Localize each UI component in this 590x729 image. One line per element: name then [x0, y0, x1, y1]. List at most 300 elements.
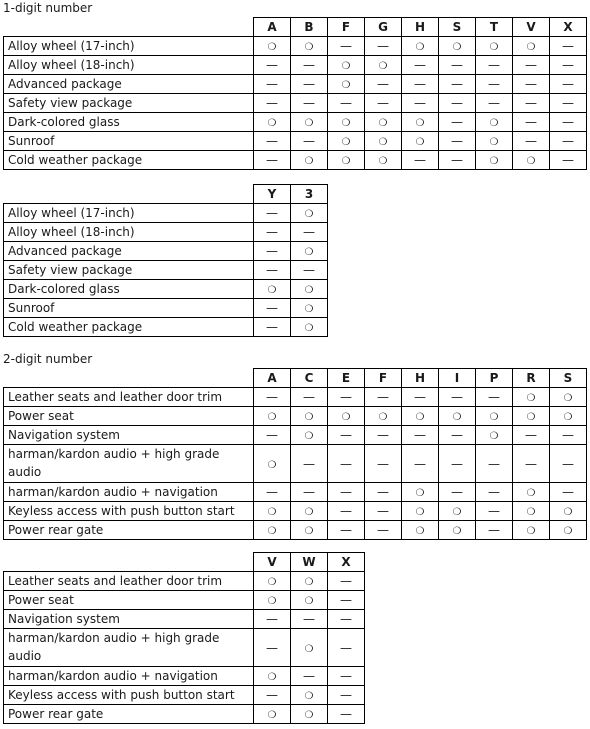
column-header: 3 — [291, 185, 328, 204]
table-row — [4, 445, 587, 483]
availability-cell — [291, 407, 328, 426]
corner-blank — [4, 185, 254, 204]
availability-cell — [439, 426, 476, 445]
availability-cell — [402, 151, 439, 170]
available-circle-icon: ❍ — [304, 526, 314, 537]
available-circle-icon: ❍ — [341, 80, 351, 91]
availability-cell — [439, 56, 476, 75]
available-circle-icon: ❍ — [526, 526, 536, 537]
availability-cell — [254, 280, 291, 299]
row-label: harman/kardon audio + high grade audio — [4, 445, 254, 483]
availability-cell — [476, 37, 513, 56]
availability-cell — [328, 705, 365, 724]
available-circle-icon: ❍ — [341, 412, 351, 423]
availability-cell — [254, 113, 291, 132]
available-circle-icon: ❍ — [526, 42, 536, 53]
availability-cell — [365, 151, 402, 170]
table-row — [4, 610, 365, 629]
corner-blank — [4, 553, 254, 572]
availability-cell — [365, 426, 402, 445]
availability-cell — [439, 445, 476, 483]
header-row — [4, 369, 587, 388]
availability-cell — [476, 426, 513, 445]
availability-cell — [254, 318, 291, 337]
available-circle-icon: ❍ — [563, 393, 573, 404]
not-available-dash-icon: — — [488, 96, 500, 110]
available-circle-icon: ❍ — [341, 61, 351, 72]
availability-cell — [291, 705, 328, 724]
availability-cell — [328, 113, 365, 132]
not-available-dash-icon: — — [414, 153, 426, 167]
availability-cell — [328, 445, 365, 483]
availability-cell — [402, 94, 439, 113]
availability-cell — [402, 502, 439, 521]
availability-cell — [254, 610, 291, 629]
available-circle-icon: ❍ — [489, 118, 499, 129]
table-row — [4, 242, 328, 261]
not-available-dash-icon: — — [525, 58, 537, 72]
availability-cell — [402, 75, 439, 94]
availability-cell — [254, 667, 291, 686]
row-label: Leather seats and leather door trim — [4, 572, 254, 591]
column-header: T — [476, 18, 513, 37]
available-circle-icon: ❍ — [489, 42, 499, 53]
availability-cell — [254, 242, 291, 261]
column-header: A — [254, 369, 291, 388]
row-label: Navigation system — [4, 426, 254, 445]
availability-cell — [513, 56, 550, 75]
available-circle-icon: ❍ — [341, 118, 351, 129]
table-row — [4, 629, 365, 667]
not-available-dash-icon: — — [377, 485, 389, 499]
available-circle-icon: ❍ — [415, 42, 425, 53]
not-available-dash-icon: — — [340, 390, 352, 404]
availability-cell — [365, 483, 402, 502]
availability-cell — [402, 445, 439, 483]
available-circle-icon: ❍ — [378, 137, 388, 148]
not-available-dash-icon: — — [488, 523, 500, 537]
availability-cell — [291, 37, 328, 56]
not-available-dash-icon: — — [488, 456, 500, 471]
availability-cell — [328, 483, 365, 502]
not-available-dash-icon: — — [451, 153, 463, 167]
not-available-dash-icon: — — [340, 96, 352, 110]
availability-cell — [513, 502, 550, 521]
not-available-dash-icon: — — [340, 574, 352, 588]
available-circle-icon: ❍ — [304, 285, 314, 296]
availability-cell — [365, 94, 402, 113]
not-available-dash-icon: — — [414, 77, 426, 91]
row-label: harman/kardon audio + high grade audio — [4, 629, 254, 667]
not-available-dash-icon: — — [266, 244, 278, 258]
not-available-dash-icon: — — [303, 225, 315, 239]
row-label: Sunroof — [4, 299, 254, 318]
available-circle-icon: ❍ — [526, 393, 536, 404]
available-circle-icon: ❍ — [304, 691, 314, 702]
not-available-dash-icon: — — [377, 77, 389, 91]
row-label: Advanced package — [4, 75, 254, 94]
not-available-dash-icon: — — [303, 612, 315, 626]
not-available-dash-icon: — — [414, 58, 426, 72]
column-header: V — [254, 553, 291, 572]
availability-cell — [476, 483, 513, 502]
available-circle-icon: ❍ — [267, 507, 277, 518]
available-circle-icon: ❍ — [489, 412, 499, 423]
column-header: S — [550, 369, 587, 388]
table-2digit-extra — [3, 552, 365, 724]
available-circle-icon: ❍ — [267, 459, 277, 471]
not-available-dash-icon: — — [266, 485, 278, 499]
not-available-dash-icon: — — [266, 301, 278, 315]
availability-cell — [513, 132, 550, 151]
availability-cell — [254, 299, 291, 318]
column-header: X — [328, 553, 365, 572]
availability-cell — [254, 483, 291, 502]
availability-cell — [402, 37, 439, 56]
availability-cell — [513, 521, 550, 540]
not-available-dash-icon: — — [303, 485, 315, 499]
availability-cell — [254, 56, 291, 75]
availability-cell — [365, 37, 402, 56]
availability-cell — [291, 667, 328, 686]
available-circle-icon: ❍ — [304, 247, 314, 258]
row-label: Advanced package — [4, 242, 254, 261]
availability-cell — [254, 261, 291, 280]
availability-cell — [402, 132, 439, 151]
available-circle-icon: ❍ — [267, 42, 277, 53]
available-circle-icon: ❍ — [267, 710, 277, 721]
availability-cell — [365, 407, 402, 426]
not-available-dash-icon: — — [562, 428, 574, 442]
not-available-dash-icon: — — [488, 485, 500, 499]
availability-cell — [328, 521, 365, 540]
not-available-dash-icon: — — [303, 669, 315, 683]
not-available-dash-icon: — — [525, 77, 537, 91]
availability-cell — [550, 37, 587, 56]
not-available-dash-icon: — — [266, 77, 278, 91]
available-circle-icon: ❍ — [526, 412, 536, 423]
availability-cell — [328, 388, 365, 407]
available-circle-icon: ❍ — [378, 61, 388, 72]
availability-cell — [328, 502, 365, 521]
availability-cell — [365, 445, 402, 483]
row-label: Alloy wheel (18-inch) — [4, 56, 254, 75]
row-label: Alloy wheel (17-inch) — [4, 204, 254, 223]
available-circle-icon: ❍ — [304, 118, 314, 129]
not-available-dash-icon: — — [303, 456, 315, 471]
table-1digit-main — [3, 17, 587, 170]
availability-cell — [476, 151, 513, 170]
available-circle-icon: ❍ — [304, 42, 314, 53]
availability-cell — [254, 223, 291, 242]
column-header: X — [550, 18, 587, 37]
table-row — [4, 223, 328, 242]
availability-cell — [402, 483, 439, 502]
not-available-dash-icon: — — [525, 134, 537, 148]
not-available-dash-icon: — — [303, 390, 315, 404]
heading-2-digit: 2-digit number — [3, 352, 93, 366]
available-circle-icon: ❍ — [415, 118, 425, 129]
not-available-dash-icon: — — [451, 58, 463, 72]
available-circle-icon: ❍ — [304, 507, 314, 518]
header-row — [4, 553, 365, 572]
availability-cell — [402, 113, 439, 132]
table-row — [4, 667, 365, 686]
availability-cell — [513, 483, 550, 502]
not-available-dash-icon: — — [377, 523, 389, 537]
availability-cell — [402, 521, 439, 540]
not-available-dash-icon: — — [266, 688, 278, 702]
availability-cell — [254, 132, 291, 151]
not-available-dash-icon: — — [340, 593, 352, 607]
available-circle-icon: ❍ — [304, 643, 314, 655]
table-row — [4, 261, 328, 280]
not-available-dash-icon: — — [451, 115, 463, 129]
available-circle-icon: ❍ — [452, 412, 462, 423]
row-label: Leather seats and leather door trim — [4, 388, 254, 407]
availability-cell — [439, 502, 476, 521]
table-row — [4, 426, 587, 445]
availability-cell — [513, 445, 550, 483]
table-row — [4, 502, 587, 521]
not-available-dash-icon: — — [303, 96, 315, 110]
row-label: Alloy wheel (18-inch) — [4, 223, 254, 242]
table-row — [4, 113, 587, 132]
column-header: Y — [254, 185, 291, 204]
not-available-dash-icon: — — [266, 134, 278, 148]
not-available-dash-icon: — — [488, 390, 500, 404]
availability-cell — [254, 629, 291, 667]
availability-cell — [291, 113, 328, 132]
available-circle-icon: ❍ — [526, 156, 536, 167]
available-circle-icon: ❍ — [452, 526, 462, 537]
table-row — [4, 407, 587, 426]
availability-cell — [254, 572, 291, 591]
not-available-dash-icon: — — [377, 456, 389, 471]
availability-cell — [402, 426, 439, 445]
availability-cell — [476, 56, 513, 75]
available-circle-icon: ❍ — [267, 577, 277, 588]
not-available-dash-icon: — — [377, 39, 389, 53]
not-available-dash-icon: — — [266, 225, 278, 239]
not-available-dash-icon: — — [340, 456, 352, 471]
availability-cell — [291, 483, 328, 502]
not-available-dash-icon: — — [451, 390, 463, 404]
not-available-dash-icon: — — [525, 96, 537, 110]
availability-cell — [291, 521, 328, 540]
availability-cell — [402, 407, 439, 426]
column-header: F — [365, 369, 402, 388]
availability-cell — [513, 426, 550, 445]
not-available-dash-icon: — — [340, 485, 352, 499]
not-available-dash-icon: — — [340, 612, 352, 626]
availability-cell — [476, 388, 513, 407]
column-header: B — [291, 18, 328, 37]
table-row — [4, 705, 365, 724]
not-available-dash-icon: — — [451, 134, 463, 148]
availability-cell — [291, 223, 328, 242]
availability-cell — [254, 705, 291, 724]
available-circle-icon: ❍ — [378, 118, 388, 129]
availability-cell — [254, 591, 291, 610]
availability-cell — [365, 521, 402, 540]
availability-cell — [254, 94, 291, 113]
availability-cell — [291, 445, 328, 483]
availability-cell — [291, 318, 328, 337]
available-circle-icon: ❍ — [304, 577, 314, 588]
availability-cell — [291, 151, 328, 170]
available-circle-icon: ❍ — [304, 431, 314, 442]
availability-cell — [254, 204, 291, 223]
column-header: A — [254, 18, 291, 37]
not-available-dash-icon: — — [266, 612, 278, 626]
row-label: Power seat — [4, 407, 254, 426]
not-available-dash-icon: — — [562, 39, 574, 53]
row-label: Keyless access with push button start — [4, 502, 254, 521]
not-available-dash-icon: — — [340, 523, 352, 537]
availability-cell — [550, 483, 587, 502]
availability-cell — [476, 94, 513, 113]
availability-cell — [550, 407, 587, 426]
available-circle-icon: ❍ — [267, 285, 277, 296]
not-available-dash-icon: — — [303, 77, 315, 91]
availability-cell — [513, 37, 550, 56]
availability-cell — [291, 299, 328, 318]
availability-cell — [254, 521, 291, 540]
available-circle-icon: ❍ — [267, 118, 277, 129]
availability-cell — [476, 75, 513, 94]
not-available-dash-icon: — — [266, 96, 278, 110]
availability-cell — [439, 483, 476, 502]
not-available-dash-icon: — — [562, 115, 574, 129]
availability-cell — [476, 113, 513, 132]
available-circle-icon: ❍ — [415, 526, 425, 537]
availability-cell — [328, 610, 365, 629]
not-available-dash-icon: — — [525, 115, 537, 129]
not-available-dash-icon: — — [340, 688, 352, 702]
availability-cell — [439, 521, 476, 540]
availability-cell — [550, 94, 587, 113]
available-circle-icon: ❍ — [452, 42, 462, 53]
column-header: W — [291, 553, 328, 572]
availability-cell — [291, 75, 328, 94]
row-label: Cold weather package — [4, 151, 254, 170]
not-available-dash-icon: — — [340, 640, 352, 655]
not-available-dash-icon: — — [340, 504, 352, 518]
available-circle-icon: ❍ — [304, 710, 314, 721]
availability-cell — [254, 686, 291, 705]
availability-cell — [513, 388, 550, 407]
column-header: V — [513, 18, 550, 37]
availability-cell — [550, 132, 587, 151]
available-circle-icon: ❍ — [563, 412, 573, 423]
column-header: G — [365, 18, 402, 37]
not-available-dash-icon: — — [377, 96, 389, 110]
not-available-dash-icon: — — [340, 707, 352, 721]
availability-cell — [365, 502, 402, 521]
row-label: Dark-colored glass — [4, 113, 254, 132]
table-row — [4, 280, 328, 299]
not-available-dash-icon: — — [562, 96, 574, 110]
availability-cell — [513, 407, 550, 426]
availability-cell — [476, 132, 513, 151]
availability-cell — [365, 75, 402, 94]
available-circle-icon: ❍ — [378, 156, 388, 167]
not-available-dash-icon: — — [340, 669, 352, 683]
row-label: Safety view package — [4, 261, 254, 280]
not-available-dash-icon: — — [377, 504, 389, 518]
row-label: Power rear gate — [4, 705, 254, 724]
row-label: Safety view package — [4, 94, 254, 113]
availability-cell — [365, 113, 402, 132]
row-label: Power rear gate — [4, 521, 254, 540]
column-header: C — [291, 369, 328, 388]
availability-cell — [476, 407, 513, 426]
table-row — [4, 483, 587, 502]
table-row — [4, 318, 328, 337]
available-circle-icon: ❍ — [304, 209, 314, 220]
availability-cell — [513, 75, 550, 94]
availability-cell — [291, 686, 328, 705]
row-label: Alloy wheel (17-inch) — [4, 37, 254, 56]
not-available-dash-icon: — — [377, 428, 389, 442]
availability-cell — [328, 56, 365, 75]
availability-cell — [254, 407, 291, 426]
not-available-dash-icon: — — [340, 428, 352, 442]
availability-cell — [439, 407, 476, 426]
not-available-dash-icon: — — [525, 456, 537, 471]
table-row — [4, 388, 587, 407]
availability-cell — [439, 113, 476, 132]
availability-cell — [550, 56, 587, 75]
available-circle-icon: ❍ — [304, 412, 314, 423]
availability-cell — [439, 94, 476, 113]
availability-cell — [328, 132, 365, 151]
row-label: harman/kardon audio + navigation — [4, 667, 254, 686]
not-available-dash-icon: — — [340, 39, 352, 53]
corner-blank — [4, 18, 254, 37]
available-circle-icon: ❍ — [304, 596, 314, 607]
available-circle-icon: ❍ — [415, 507, 425, 518]
available-circle-icon: ❍ — [489, 137, 499, 148]
column-header: H — [402, 18, 439, 37]
available-circle-icon: ❍ — [304, 304, 314, 315]
not-available-dash-icon: — — [451, 456, 463, 471]
available-circle-icon: ❍ — [526, 507, 536, 518]
availability-cell — [254, 151, 291, 170]
availability-cell — [476, 445, 513, 483]
row-label: harman/kardon audio + navigation — [4, 483, 254, 502]
availability-cell — [291, 572, 328, 591]
availability-cell — [328, 591, 365, 610]
not-available-dash-icon: — — [266, 263, 278, 277]
availability-cell — [328, 686, 365, 705]
availability-cell — [254, 37, 291, 56]
table-row — [4, 151, 587, 170]
heading-1-digit: 1-digit number — [3, 1, 93, 15]
table-row — [4, 591, 365, 610]
not-available-dash-icon: — — [562, 153, 574, 167]
availability-cell — [365, 132, 402, 151]
available-circle-icon: ❍ — [267, 412, 277, 423]
available-circle-icon: ❍ — [304, 323, 314, 334]
availability-cell — [291, 94, 328, 113]
column-header: E — [328, 369, 365, 388]
availability-cell — [328, 407, 365, 426]
not-available-dash-icon: — — [266, 58, 278, 72]
header-row — [4, 185, 328, 204]
row-label: Keyless access with push button start — [4, 686, 254, 705]
